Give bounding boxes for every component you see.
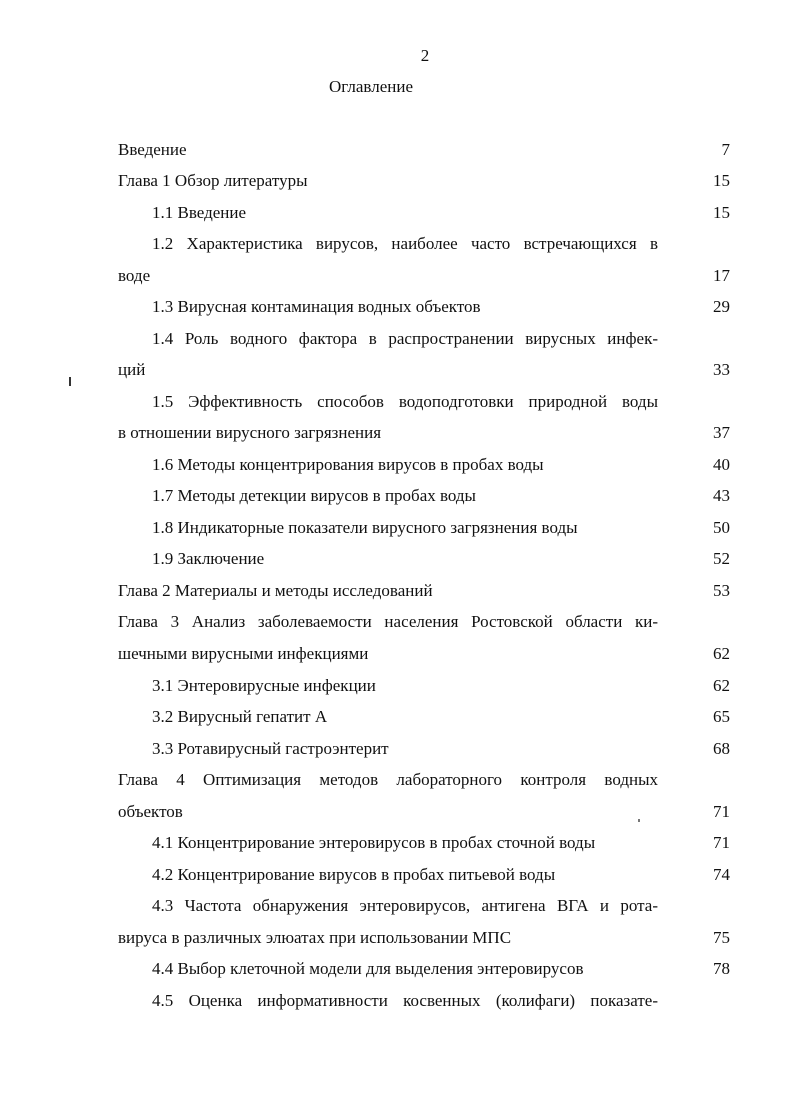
page-number: 2 bbox=[420, 46, 430, 65]
toc-entry-page: 62 bbox=[713, 676, 730, 695]
toc-entry-page: 43 bbox=[713, 486, 730, 505]
toc-entry-text: 3.1 Энтеровирусные инфекции bbox=[152, 676, 376, 695]
toc-entry-page: 68 bbox=[713, 739, 730, 758]
toc-entry-text: Глава 3 Анализ заболеваемости населения Ростовской области ки- bbox=[118, 612, 658, 631]
toc-entry-text: 3.3 Ротавирусный гастроэнтерит bbox=[152, 739, 389, 758]
toc-entry-text: 1.9 Заключение bbox=[152, 549, 265, 568]
toc-entry-text: 1.1 Введение bbox=[152, 203, 247, 222]
toc-entry-page: 29 bbox=[713, 297, 730, 316]
toc-entry-page: 62 bbox=[713, 644, 730, 663]
toc-entry-page: 71 bbox=[713, 833, 730, 852]
toc-entry-text: Введение bbox=[118, 140, 187, 159]
toc-entry-page: 50 bbox=[713, 518, 730, 537]
toc-entry-page: 71 bbox=[713, 802, 730, 821]
toc-entry-text: шечными вирусными инфекциями bbox=[118, 644, 369, 663]
toc-entry-text: 1.2 Характеристика вирусов, наиболее часто встречающихся в bbox=[152, 234, 658, 253]
toc-entry-text: 3.2 Вирусный гепатит А bbox=[152, 707, 328, 726]
toc-entry-page: 78 bbox=[713, 959, 730, 978]
toc-entry-page: 37 bbox=[713, 423, 730, 442]
toc-entry-text: 1.4 Роль водного фактора в распространении вирусных инфек- bbox=[152, 329, 658, 348]
toc-entry-text: ций bbox=[118, 360, 146, 379]
toc-entry-page: 75 bbox=[713, 928, 730, 947]
toc-entry-text: Глава 2 Материалы и методы исследований bbox=[118, 581, 433, 600]
toc-entry-page: 53 bbox=[713, 581, 730, 600]
toc-entry-text: воде bbox=[118, 266, 151, 285]
scan-artifact bbox=[69, 377, 71, 386]
toc-entry-text: 4.3 Частота обнаружения энтеровирусов, антигена ВГА и рота- bbox=[152, 896, 658, 915]
toc-entry-text: Глава 1 Обзор литературы bbox=[118, 171, 308, 190]
toc-entry-page: 15 bbox=[713, 203, 730, 222]
toc-entry-text: 1.7 Методы детекции вирусов в пробах воды bbox=[152, 486, 476, 505]
toc-entry-page: 65 bbox=[713, 707, 730, 726]
toc-entry-text: 4.2 Концентрирование вирусов в пробах питьевой воды bbox=[152, 865, 556, 884]
toc-entry-text: вируса в различных элюатах при использовании МПС bbox=[118, 928, 512, 947]
toc-entry-text: в отношении вирусного загрязнения bbox=[118, 423, 382, 442]
toc-entry-text: 4.1 Концентрирование энтеровирусов в пробах сточной воды bbox=[152, 833, 596, 852]
toc-entry-page: 74 bbox=[713, 865, 730, 884]
toc-entry-page: 40 bbox=[713, 455, 730, 474]
toc-entry-page: 52 bbox=[713, 549, 730, 568]
toc-entry-text: Глава 4 Оптимизация методов лабораторного контроля водных bbox=[118, 770, 658, 789]
toc-entry-page: 7 bbox=[721, 140, 730, 159]
toc-entry-text: объектов bbox=[118, 802, 183, 821]
toc-entry-text: 4.4 Выбор клеточной модели для выделения энтеровирусов bbox=[152, 959, 584, 978]
toc-title: Оглавление bbox=[329, 77, 413, 96]
toc-entry-page: 15 bbox=[713, 171, 730, 190]
toc-entry-text: 1.5 Эффективность способов водоподготовки природной воды bbox=[152, 392, 658, 411]
toc-entry-text: 1.8 Индикаторные показатели вирусного загрязнения воды bbox=[152, 518, 578, 537]
toc-entry-text: 1.6 Методы концентрирования вирусов в пробах воды bbox=[152, 455, 544, 474]
toc-entry-page: 33 bbox=[713, 360, 730, 379]
scan-artifact bbox=[638, 819, 640, 822]
toc-entry-text: 4.5 Оценка информативности косвенных (колифаги) показате- bbox=[152, 991, 658, 1010]
toc-entry-page: 17 bbox=[713, 266, 730, 285]
toc-entry-text: 1.3 Вирусная контаминация водных объектов bbox=[152, 297, 481, 316]
